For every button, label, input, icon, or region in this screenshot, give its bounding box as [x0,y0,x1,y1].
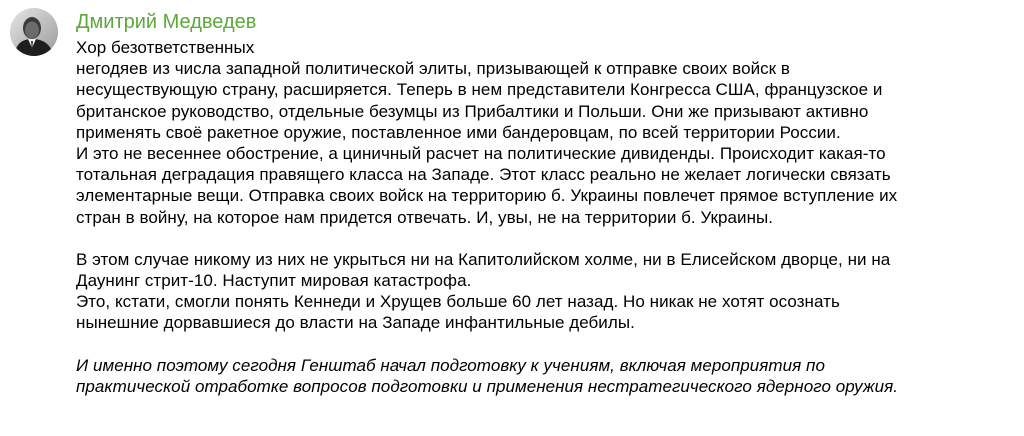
post-paragraph [76,355,1016,397]
paragraph-gap [76,334,1016,355]
author-name[interactable]: Дмитрий Медведев [76,11,257,33]
author-avatar[interactable] [10,8,58,56]
text-line: И именно поэтому сегодня Генштаб начал подготовку к учениям, включая мероприятия по [76,355,825,375]
post-paragraph [76,249,1016,334]
text-line: британское руководство, отдельные безумцы из Прибалтики и Польши. Они же призывают активно [76,101,869,121]
text-line: несуществующую страну, расширяется. Теперь в нем представители Конгресса США, французское и [76,80,883,100]
text-line: В этом случае никому из них не укрыться ни на Капитолийском холме, ни в Елисейском дворце, ни на [76,249,891,269]
paragraph-gap [76,228,1016,249]
text-line: стран в войну, на которое нам придется отвечать. И, увы, не на территории б. Украины. [76,207,774,227]
text-line: практической отработке вопросов подготовки и применения нестратегического ядерного оружия. [76,377,899,396]
post-paragraph [76,37,1016,228]
text-line: негодяев из числа западной политической элиты, призывающей к отправке своих войск в [76,59,791,79]
text-line: Это, кстати, смогли понять Кеннеди и Хрущев больше 60 лет назад. Но никак не хотят осознать [76,292,840,312]
post-text [76,37,1016,397]
text-line: применять своё ракетное оружие, поставленное ими бандеровцам, по всей территории России. [76,122,841,142]
text-line: И это не весеннее обострение, а циничный расчет на политические дивиденды. Происходит какая-то [76,143,886,163]
person-photo-icon [10,8,58,56]
text-line: нынешние дорвавшиеся до власти на Западе инфантильные дебилы. [76,313,635,333]
text-line: элементарные вещи. Отправка своих войск на территорию б. Украины повлечет прямое вступление их [76,186,898,206]
text-line: Даунинг стрит-10. Наступит мировая катастрофа. [76,271,472,291]
text-line: тотальная деградация правящего класса на Западе. Этот класс реально не желает логически связать [76,165,891,185]
text-line: Хор безответственных [76,38,255,57]
